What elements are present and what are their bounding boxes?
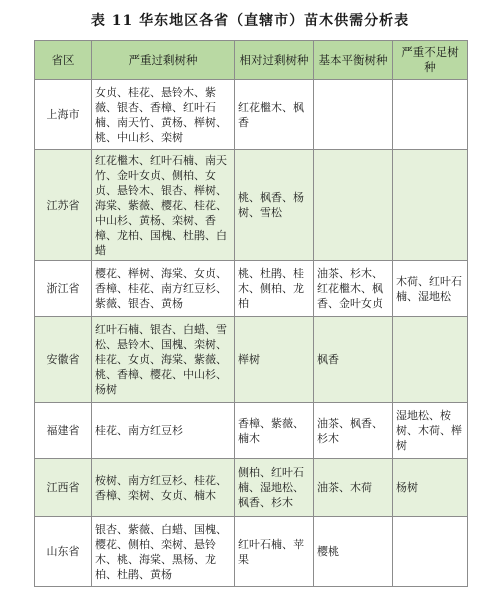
balanced-cell: 油茶、木荷	[314, 459, 393, 517]
relative-surplus-cell: 榉树	[235, 317, 314, 403]
balanced-cell: 枫香	[314, 317, 393, 403]
severe-surplus-cell: 红花檵木、红叶石楠、南天竹、金叶女贞、侧柏、女贞、悬铃木、银杏、榉树、海棠、紫薇、樱花、桂花、中山杉、黄杨、栾树、香樟、龙柏、国槐、杜鹃、白蜡	[92, 150, 235, 261]
severe-shortage-cell	[393, 517, 468, 587]
balanced-cell: 油茶、枫香、杉木	[314, 403, 393, 459]
severe-shortage-cell: 杨树	[393, 459, 468, 517]
relative-surplus-cell: 桃、枫香、杨树、雪松	[235, 150, 314, 261]
balanced-cell: 樱桃	[314, 517, 393, 587]
table-row	[35, 261, 468, 317]
header-balanced: 基本平衡树种	[314, 41, 393, 80]
table-title: 表 11 华东地区各省（直辖市）苗木供需分析表	[90, 13, 410, 29]
severe-surplus-cell: 红叶石楠、银杏、白蜡、雪松、悬铃木、国槐、栾树、桂花、女贞、海棠、紫薇、桃、香樟、樱花、中山杉、杨树	[92, 317, 235, 403]
severe-shortage-cell	[393, 80, 468, 150]
severe-shortage-cell: 木荷、红叶石楠、湿地松	[393, 261, 468, 317]
severe-surplus-cell: 樱花、榉树、海棠、女贞、香樟、桂花、南方红豆杉、紫薇、银杏、黄杨	[92, 261, 235, 317]
header-province: 省区	[35, 41, 92, 80]
severe-surplus-cell: 女贞、桂花、悬铃木、紫薇、银杏、香樟、红叶石楠、南天竹、黄杨、榉树、桃、中山杉、栾树	[92, 80, 235, 150]
province-cell: 安徽省	[35, 317, 92, 403]
relative-surplus-cell: 香樟、紫薇、楠木	[235, 403, 314, 459]
severe-shortage-cell	[393, 150, 468, 261]
table-row	[35, 80, 468, 150]
header-row	[35, 41, 468, 80]
table-row	[35, 317, 468, 403]
header-relative-surplus: 相对过剩树种	[235, 41, 314, 80]
province-cell: 浙江省	[35, 261, 92, 317]
table-row	[35, 150, 468, 261]
province-cell: 山东省	[35, 517, 92, 587]
severe-surplus-cell: 银杏、紫薇、白蜡、国槐、樱花、侧柏、栾树、悬铃木、桃、海棠、黑杨、龙柏、杜鹃、黄杨	[92, 517, 235, 587]
province-cell: 江西省	[35, 459, 92, 517]
balanced-cell	[314, 150, 393, 261]
supply-demand-table	[34, 40, 468, 587]
severe-surplus-cell: 桉树、南方红豆杉、桂花、香樟、栾树、女贞、楠木	[92, 459, 235, 517]
relative-surplus-cell: 侧柏、红叶石楠、湿地松、枫香、杉木	[235, 459, 314, 517]
table-row	[35, 403, 468, 459]
relative-surplus-cell: 红叶石楠、苹果	[235, 517, 314, 587]
table-row	[35, 459, 468, 517]
severe-shortage-cell	[393, 317, 468, 403]
relative-surplus-cell: 桃、杜鹃、桂木、侧柏、龙柏	[235, 261, 314, 317]
relative-surplus-cell: 红花檵木、枫香	[235, 80, 314, 150]
balanced-cell: 油茶、杉木、红花檵木、枫香、金叶女贞	[314, 261, 393, 317]
severe-surplus-cell: 桂花、南方红豆杉	[92, 403, 235, 459]
header-severe-shortage: 严重不足树种	[393, 41, 468, 80]
table-row	[35, 517, 468, 587]
header-severe-surplus: 严重过剩树种	[92, 41, 235, 80]
province-cell: 福建省	[35, 403, 92, 459]
balanced-cell	[314, 80, 393, 150]
province-cell: 上海市	[35, 80, 92, 150]
severe-shortage-cell: 湿地松、桉树、木荷、榉树	[393, 403, 468, 459]
province-cell: 江苏省	[35, 150, 92, 261]
